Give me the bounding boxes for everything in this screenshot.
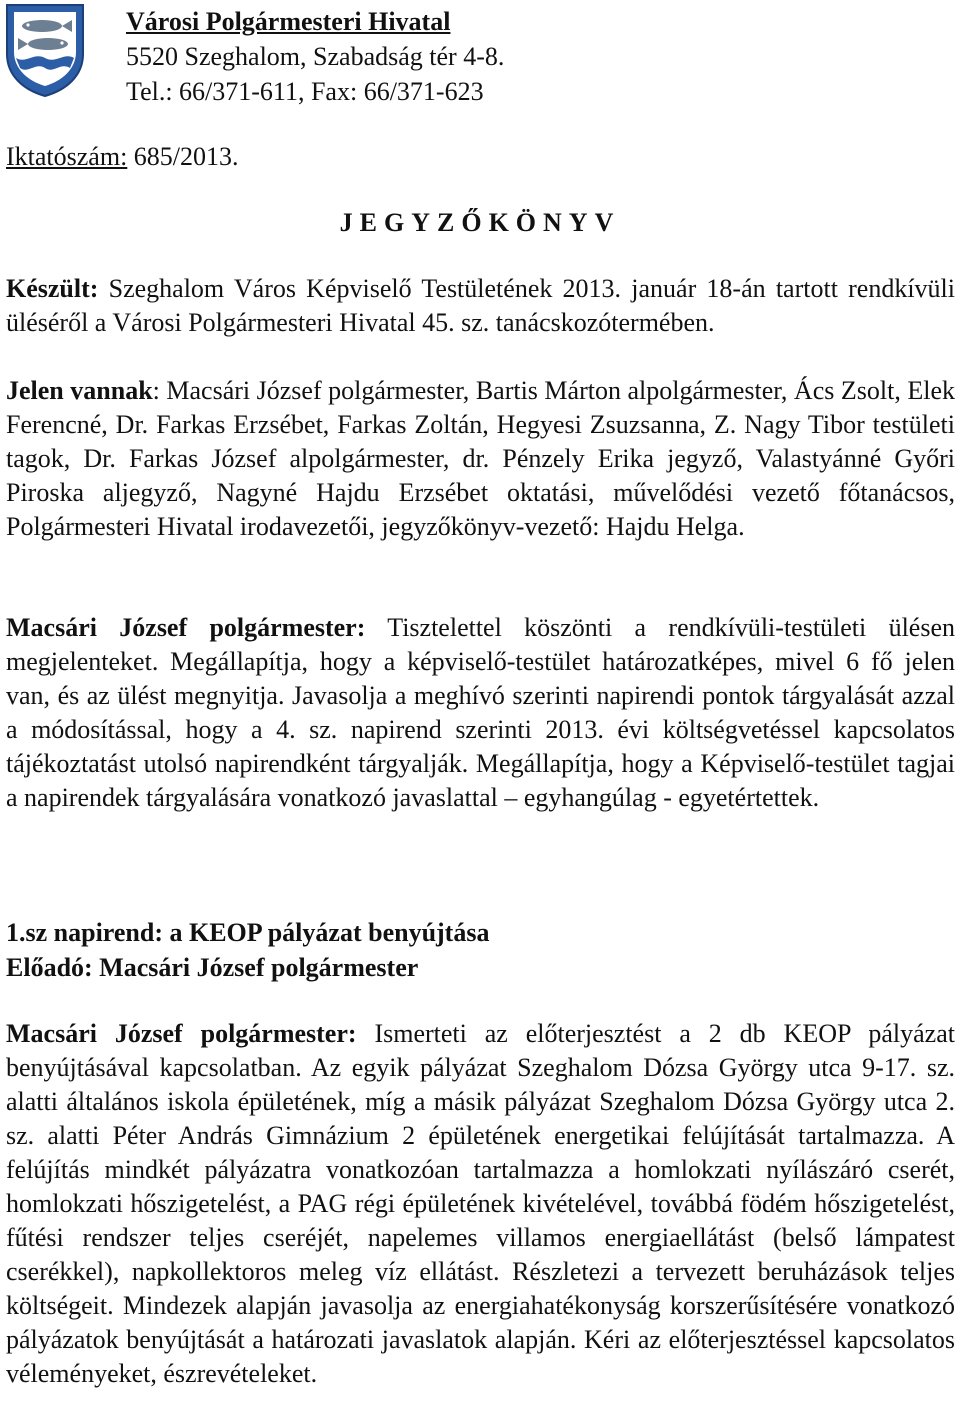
coat-of-arms-icon	[4, 2, 86, 98]
attendees-text: : Macsári József polgármester, Bartis Márton alpolgármester, Ács Zsolt, Elek Ferencné, Dr. Farkas Erzsébet, Farkas Zoltán, Hegyesi Zsuzsanna, Z. Nagy Tibor testületi tagok, Dr. Farkas József alpolgármester, dr. Pénzely Erika jegyző, Valastyánné Győri Piroska aljegyző, Nagyné Hajdu Erzsébet oktatási, művelődési vezető főtanácsos, Polgármesteri Hivatal irodavezetői, jegyzőkönyv-vezető: Hajdu Helga.	[6, 376, 955, 541]
filing-number-value: 685/2013.	[127, 142, 239, 171]
opening-speaker: Macsári József polgármester:	[6, 613, 366, 642]
agenda-heading: 1.sz napirend: a KEOP pályázat benyújtása	[6, 918, 490, 947]
issuer-address: 5520 Szeghalom, Szabadság tér 4-8.	[126, 42, 505, 71]
filing-number	[6, 139, 239, 174]
issuer-name: Városi Polgármesteri Hivatal	[126, 7, 451, 36]
opening-text: Tisztelettel köszönti a rendkívüli-testületi ülésen megjelenteket. Megállapítja, hogy a képviselő-testület határozatképes, mivel 6 fő jelen van, és az ülést megnyitja. Javasolja a meghívó szerinti napirendi pontok tárgyalását azzal a módosítással, hogy a 4. sz. napirend szerinti 2013. évi költségvetéssel kapcsolatos tájékoztatást utolsó napirendként tárgyalják. Megállapítja, hogy a Képviselő-testület tagjai a napirendek tárgyalására vonatkozó javaslattal – egyhangúlag - egyetértettek.	[6, 613, 955, 812]
agenda-presenter: Előadó: Macsári József polgármester	[6, 953, 419, 982]
speech-paragraph	[6, 1017, 955, 1391]
attendees-label: Jelen vannak	[6, 376, 153, 405]
issuer-contact: Tel.: 66/371-611, Fax: 66/371-623	[126, 77, 484, 106]
attendees-paragraph	[6, 374, 955, 544]
intro-label: Készült:	[6, 274, 99, 303]
intro-text: Szeghalom Város Képviselő Testületének 2013. január 18-án tartott rendkívüli üléséről a Városi Polgármesteri Hivatal 45. sz. tanácskozótermében.	[6, 274, 955, 337]
opening-paragraph	[6, 611, 955, 815]
issuer-block	[126, 4, 504, 109]
speech-speaker: Macsári József polgármester:	[6, 1019, 357, 1048]
document-title: JEGYZŐKÖNYV	[339, 208, 621, 237]
speech-text: Ismerteti az előterjesztést a 2 db KEOP pályázat benyújtásával kapcsolatban. Az egyik pályázat Szeghalom Dózsa György utca 9-17. sz. alatti általános iskola épületének, míg a másik pályázat Szeghalom Dózsa György utca 2. sz. alatti Péter András Gimnázium 2 épületének energetikai felújítását tartalmazza. A felújítás mindkét pályázatra vonatkozóan tartalmazza a homlokzati nyílászáró cserét, homlokzati hőszigetelést, a PAG régi épületének kivételével, továbbá födém hőszigetelést, fűtési rendszer teljes cseréjét, napelemes villamos energiaellátást (belső lámpatest cserékkel), napkollektoros meleg víz ellátást. Részletezi a tervezett beruházások teljes költségeit. Mindezek alapján javasolja az energiahatékonyság korszerűsítésére vonatkozó pályázatok benyújtását a határozati javaslatok alapján. Kéri az előterjesztéssel kapcsolatos véleményeket, észrevételeket.	[6, 1019, 955, 1388]
intro-paragraph	[6, 272, 955, 340]
filing-number-label: Iktatószám:	[6, 142, 128, 171]
